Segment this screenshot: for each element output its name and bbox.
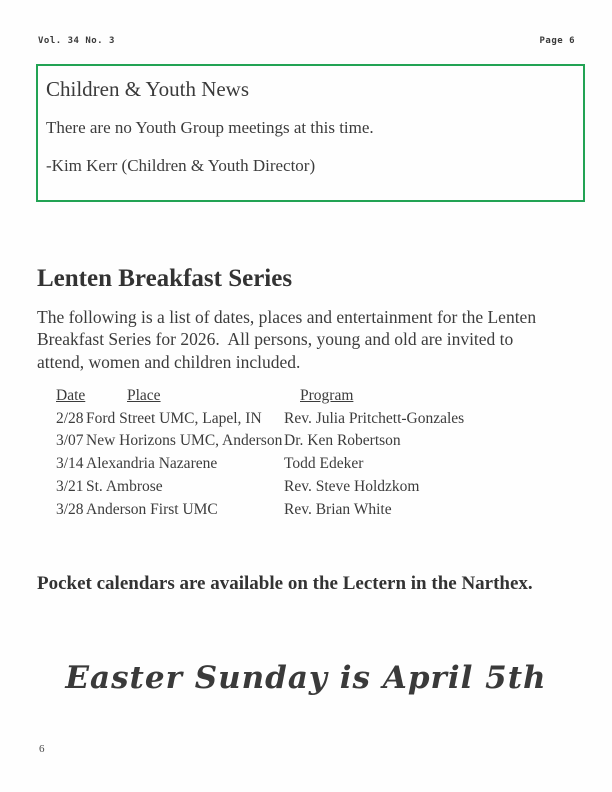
footer-page-number: 6 (39, 743, 45, 755)
breakfast-schedule-table (56, 385, 526, 521)
table-row (56, 430, 526, 453)
cell-program: Rev. Steve Holdzkom (284, 477, 420, 495)
lenten-series-title: Lenten Breakfast Series (37, 265, 293, 292)
easter-sunday-announcement: Easter Sunday is April 5th (65, 660, 547, 696)
lenten-series-intro: The following is a list of dates, places and entertainment for the Lenten Breakfast Series for 2026. All persons, young and old are invited to attend, women and children included. (37, 307, 541, 372)
cell-program: Rev. Julia Pritchett-Gonzales (284, 409, 465, 427)
pocket-calendars-announcement: Pocket calendars are available on the Lectern in the Narthex. (37, 573, 533, 594)
volume-label: Vol. 34 No. 3 (38, 36, 115, 46)
youth-news-box (36, 64, 585, 202)
running-header (38, 36, 575, 46)
page-number-label: Page 6 (539, 36, 575, 46)
column-header-program: Program (300, 387, 354, 404)
cell-date: 3/07 (56, 432, 84, 450)
cell-place: Anderson First UMC (86, 500, 218, 518)
column-header-date: Date (56, 387, 86, 404)
cell-program: Rev. Brian White (284, 500, 392, 518)
table-row (56, 408, 526, 431)
table-row (56, 476, 526, 499)
youth-news-message: There are no Youth Group meetings at this time. (46, 118, 374, 137)
table-row (56, 453, 526, 476)
cell-program: Dr. Ken Robertson (284, 432, 401, 450)
cell-program: Todd Edeker (284, 455, 364, 473)
cell-date: 2/28 (56, 409, 84, 427)
youth-news-title: Children & Youth News (46, 77, 250, 101)
cell-date: 3/28 (56, 500, 84, 518)
table-row (56, 499, 526, 522)
cell-place: Ford Street UMC, Lapel, IN (86, 409, 262, 427)
column-header-place: Place (127, 387, 161, 404)
cell-date: 3/21 (56, 477, 84, 495)
cell-place: New Horizons UMC, Anderson (86, 432, 283, 450)
cell-place: Alexandria Nazarene (86, 455, 218, 473)
table-header-row (56, 385, 526, 408)
cell-date: 3/14 (56, 455, 84, 473)
youth-news-signature: -Kim Kerr (Children & Youth Director) (46, 156, 316, 175)
cell-place: St. Ambrose (86, 477, 163, 495)
